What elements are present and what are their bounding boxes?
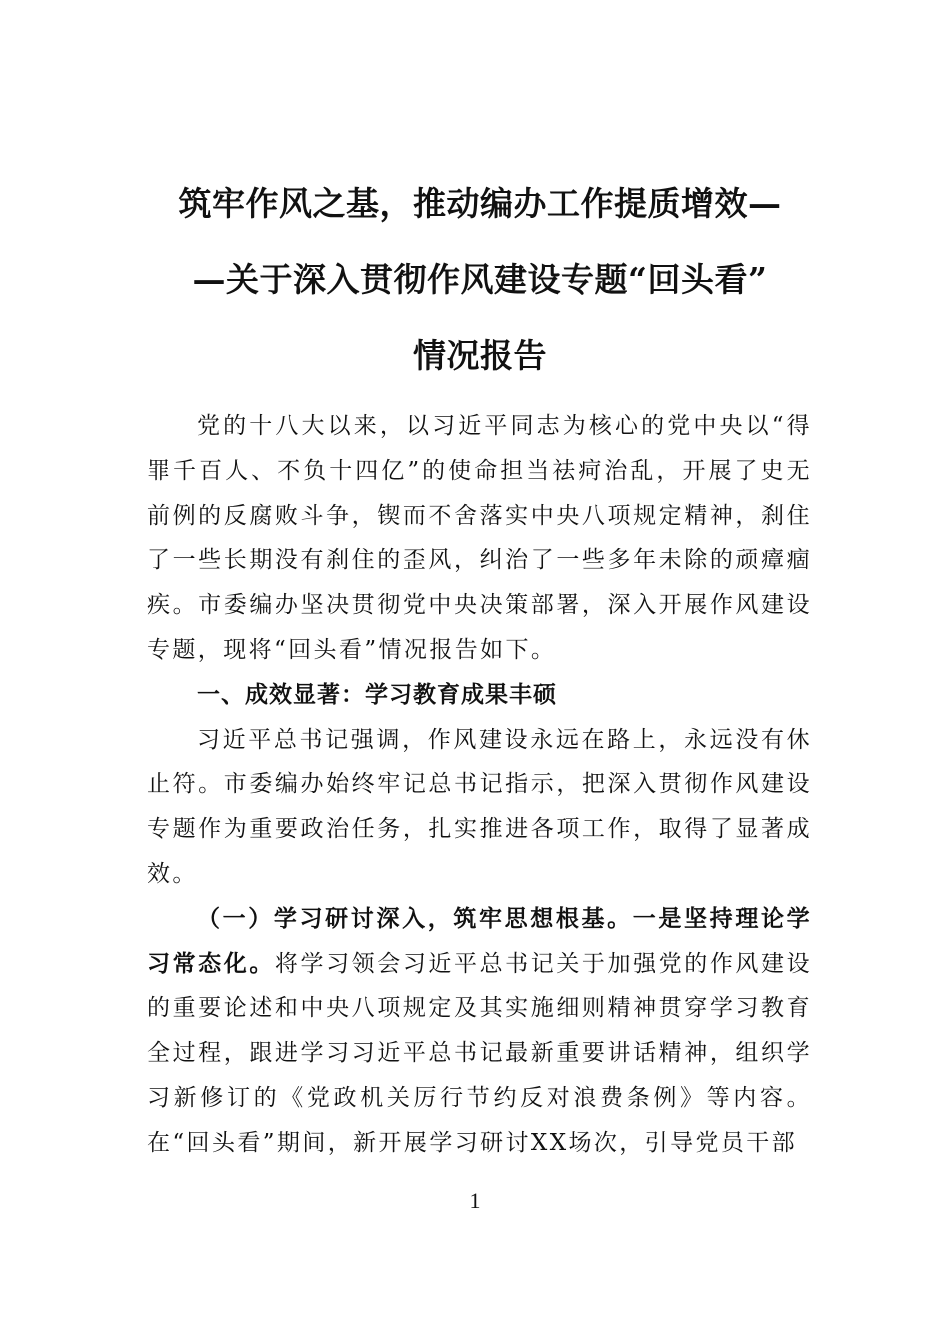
document-body	[147, 404, 812, 1166]
section-heading-1: 一、成效显著：学习教育成果丰硕	[197, 681, 557, 708]
title-line-3: 情况报告	[413, 336, 547, 375]
subsection-1-text: 将学习领会习近平总书记关于加强党的作风建设的重要论述和中央八项规定及其实施细则精神贯穿学习教育全过程，跟进学习习近平总书记最新重要讲话精神，组织学习新修订的《党政机关厉行节约反对浪费条例》等内容。在“回头看”期间，新开展学习研讨XX场次，引导党员干部	[147, 950, 812, 1156]
page-number: 1	[469, 1188, 481, 1213]
subsection-1-paragraph	[147, 897, 812, 1166]
intro-paragraph: 党的十八大以来，以习近平同志为核心的党中央以“得罪千百人、不负十四亿”的使命担当祛疴治乱，开展了史无前例的反腐败斗争，锲而不舍落实中央八项规定精神，刹住了一些长期没有刹住的歪风，纠治了一些多年未除的顽瘴痼疾。市委编办坚决贯彻党中央决策部署，深入开展作风建设专题，现将“回头看”情况报告如下。	[147, 413, 812, 663]
title-line-2: —关于深入贯彻作风建设专题“回头看”	[192, 260, 768, 299]
subsection-1-heading: （一）学习研讨深入，筑牢思想根基。一是坚持理论学习常态化。	[147, 904, 812, 977]
title-line-1: 筑牢作风之基，推动编办工作提质增效—	[178, 184, 782, 223]
section-1-paragraph: 习近平总书记强调，作风建设永远在路上，永远没有休止符。市委编办始终牢记总书记指示，把深入贯彻作风建设专题作为重要政治任务，扎实推进各项工作，取得了显著成效。	[147, 726, 812, 887]
document-title	[150, 166, 810, 394]
